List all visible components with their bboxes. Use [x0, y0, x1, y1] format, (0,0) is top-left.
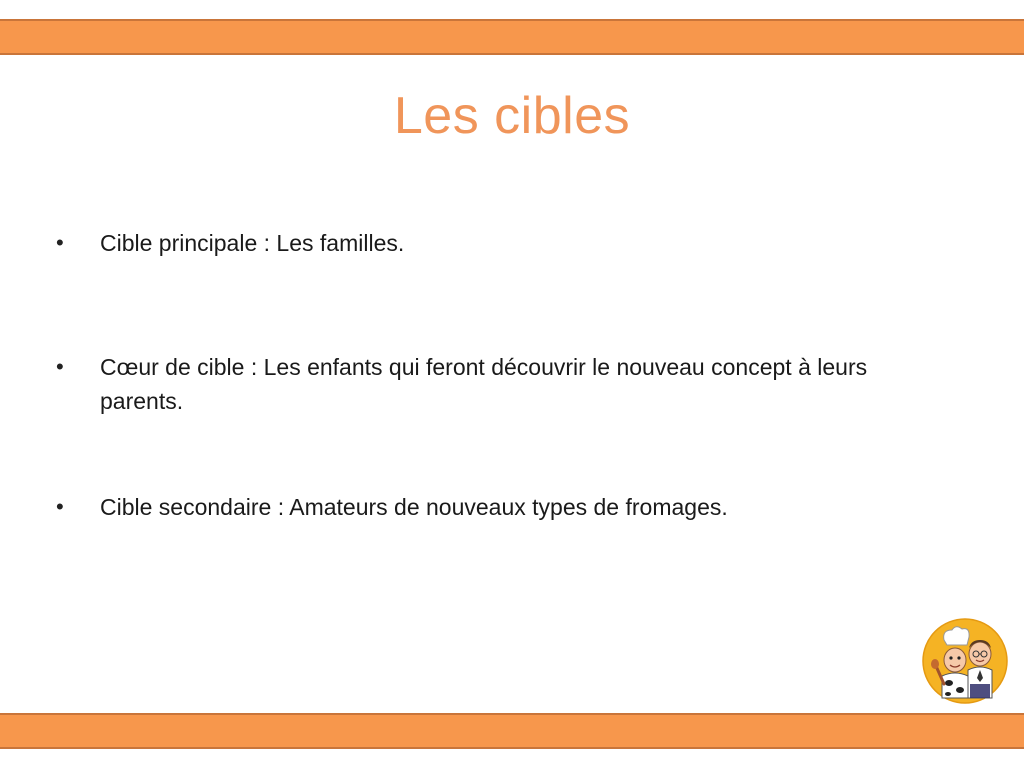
bullet-text: Cœur de cible : Les enfants qui feront découvrir le nouveau concept à leurs parents. [100, 354, 868, 414]
bullet-item [56, 226, 936, 260]
bullet-text: Cible principale : Les familles. [100, 230, 405, 256]
bullet-icon: • [56, 354, 64, 379]
bullet-item [56, 350, 936, 418]
bullet-icon: • [56, 494, 64, 519]
top-accent-bar [0, 19, 1024, 55]
bullet-icon: • [56, 230, 64, 255]
bullet-item [56, 490, 936, 524]
slide-title: Les cibles [393, 87, 631, 145]
chefs-mascot-logo-icon [922, 618, 1008, 704]
bullet-text: Cible secondaire : Amateurs de nouveaux types de fromages. [100, 494, 728, 520]
bottom-accent-bar [0, 713, 1024, 749]
